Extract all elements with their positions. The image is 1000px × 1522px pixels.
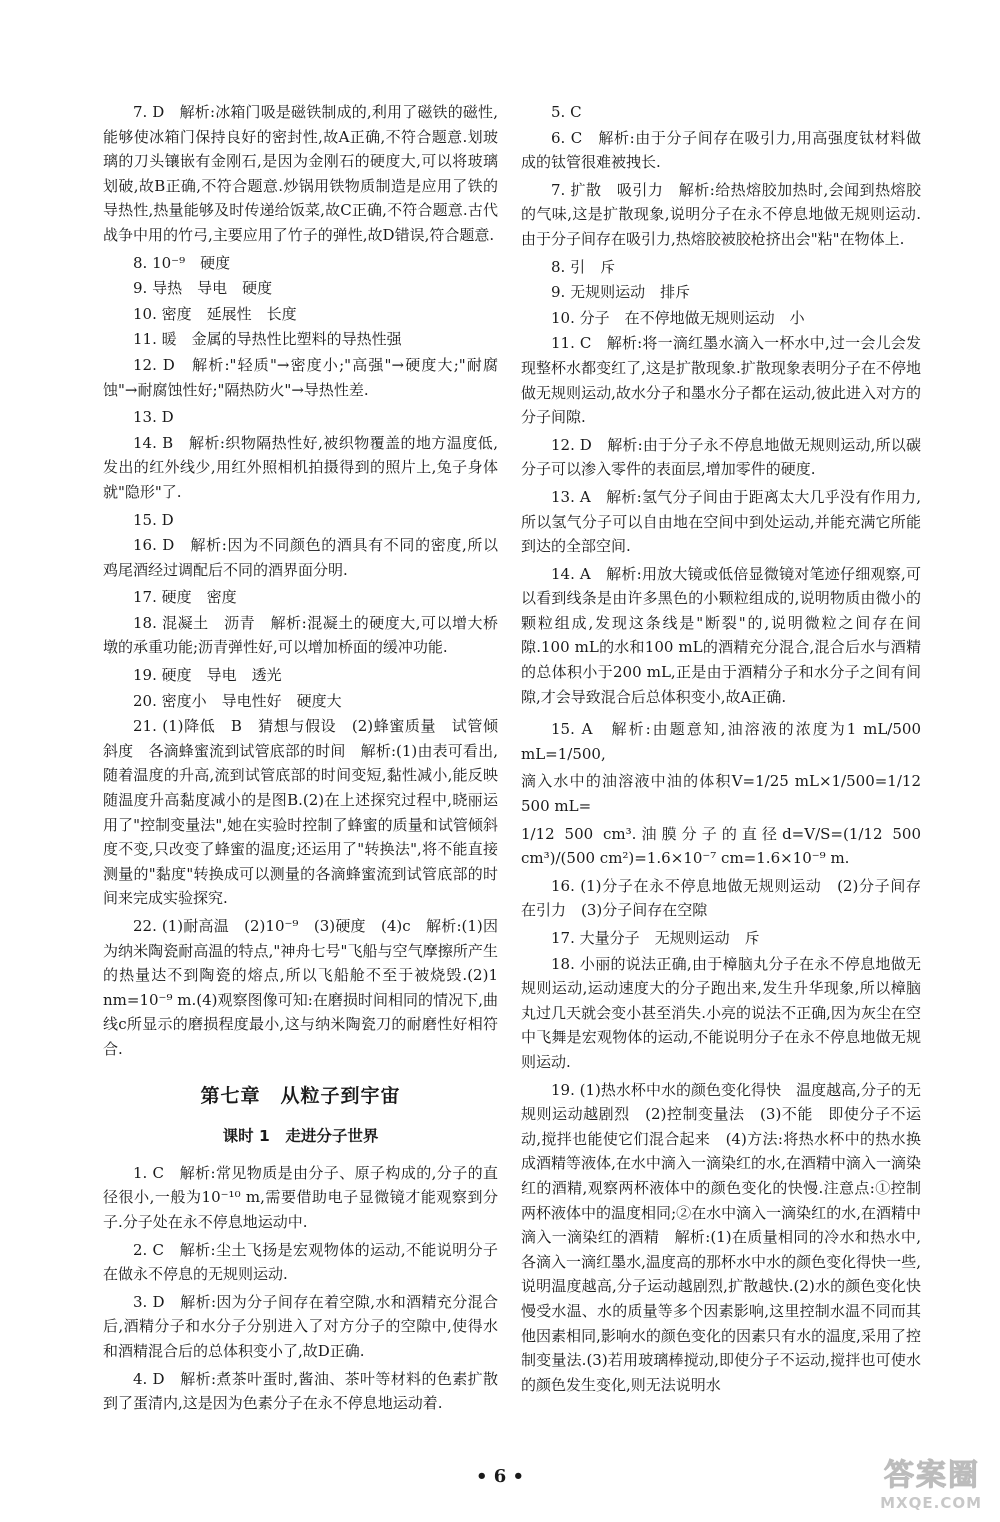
answer-item: 14. B 解析:织物隔热性好,被织物覆盖的地方温度低,发出的红外线少,用红外照相机拍摄得到的照片上,兔子身体就"隐形"了. — [103, 433, 498, 501]
watermark-text: 答案圈 — [884, 1458, 980, 1493]
answer-item: 17. 硬度 密度 — [133, 588, 237, 607]
answer-item: 14. A 解析:用放大镜或低倍显微镜对笔迹仔细观察,可以看到线条是由许多黑色的小颗粒组成的,说明物质由微小的颗粒组成,发现这条线是"断裂"的,说明微粒之间存在间隙.100 mL的水和100 mL的酒精充分混合,混合后水与酒精的总体积小于200 mL,正是由于酒精分子和水分子之间有间隙,才会导致混合后总体积变小,故A正确. — [521, 564, 921, 706]
answer-item: 11. 暖 金属的导热性比塑料的导热性强 — [133, 330, 402, 349]
answer-item: 22. (1)耐高温 (2)10⁻⁹ (3)硬度 (4)c 解析:(1)因为纳米陶瓷耐高温的特点,"神舟七号"飞船与空气摩擦所产生的热量达不到陶瓷的熔点,所以飞船舱不至于被烧毁.(2)1 nm=10⁻⁹ m.(4)观察图像可知:在磨损时间相同的情况下,曲线c所显示的磨损程度最小,这与纳米陶瓷刀的耐磨性好相符合. — [103, 917, 498, 1058]
watermark-logo — [786, 1450, 986, 1512]
answer-item: 18. 小丽的说法正确,由于樟脑丸分子在永不停息地做无规则运动,运动速度大的分子跑出来,发生升华现象,所以樟脑丸过几天就会变小甚至消失.小亮的说法不正确,因为灰尘在空中飞舞是宏观物体的运动,不能说明分子在永不停息地做无规则运动. — [521, 954, 921, 1071]
answer-item: 16. (1)分子在永不停息地做无规则运动 (2)分子间存在引力 (3)分子间存在空隙 — [521, 876, 921, 920]
answer-item: 15. D — [133, 510, 174, 529]
left-column — [103, 100, 498, 1419]
answer-item: 19. (1)热水杯中水的颜色变化得快 温度越高,分子的无规则运动越剧烈 (2)控制变量法 (3)不能 即使分子不运动,搅拌也能使它们混合起来 (4)方法:将热水杯中的热水换成酒精等液体,在水中滴入一滴染红的水,在酒精中滴入一滴染红的酒精,观察两杯液体中的颜色变化的快慢.注意点:①控制两杯液体中的温度相同;②在水中滴入一滴染红的水,在酒精中滴入一滴染红的酒精 解析:(1)在质量相同的冷水和热水中,各滴入一滴红墨水,温度高的那杯水中水的颜色变化得快一些,说明温度越高,分子运动越剧烈,扩散越快.(2)水的颜色变化快慢受水温、水的质量等多个因素影响,这里控制水温不同而其他因素相同,影响水的颜色变化的因素只有水的温度,采用了控制变量法.(3)若用玻璃棒搅动,即使分子不运动,搅拌也可使水的颜色发生变化,则无法说明水 — [521, 1080, 921, 1394]
answer-item: 2. C 解析:尘土飞扬是宏观物体的运动,不能说明分子在做永不停息的无规则运动. — [103, 1240, 498, 1284]
answer-item: 16. D 解析:因为不同颜色的酒具有不同的密度,所以鸡尾酒经过调配后不同的酒界面分明. — [103, 536, 498, 579]
answer-item: 13. D — [133, 408, 174, 427]
answer-item: 8. 10⁻⁹ 硬度 — [133, 253, 231, 272]
answer-item: 12. D 解析:由于分子永不停息地做无规则运动,所以碳分子可以渗入零件的表面层,增加零件的硬度. — [521, 435, 921, 479]
answer-item: 10. 分子 在不停地做无规则运动 小 — [551, 308, 805, 327]
page-number: • 6 • — [475, 1466, 525, 1487]
lesson-title: 课时 1 走进分子世界 — [222, 1127, 379, 1146]
answer-item: 7. D 解析:冰箱门吸是磁铁制成的,利用了磁铁的磁性,能够使冰箱门保持良好的密封性,故A正确,不符合题意.划玻璃的刀头镶嵌有金刚石,是因为金刚石的硬度大,可以将玻璃划破,故B正确,不符合题意.炒锅用铁物质制造是应用了铁的导热性,热量能够及时传递给饭菜,故C正确,不符合题意.古代战争中用的竹弓,主要应用了竹子的弹性,故D错误,符合题意. — [103, 103, 498, 244]
answer-item: 5. C — [551, 103, 582, 121]
answer-item: 4. D 解析:煮茶叶蛋时,酱油、茶叶等材料的色素扩散到了蛋清内,这是因为色素分子在永不停息地运动着. — [103, 1369, 498, 1413]
answer-item: 10. 密度 延展性 长度 — [133, 304, 297, 323]
answer-item: 3. D 解析:因为分子间存在着空隙,水和酒精充分混合后,酒精分子和水分子分别进入了对方分子的空隙中,使得水和酒精混合后的总体积变小了,故D正确. — [103, 1292, 498, 1360]
answer-item: 21. (1)降低 B 猜想与假设 (2)蜂蜜质量 试管倾斜度 各滴蜂蜜流到试管底部的时间 解析:(1)由表可看出,随着温度的升高,流到试管底部的时间变短,黏性减小,能反映随温度升高黏度减小的是图B.(2)在上述探究过程中,晓丽运用了"控制变量法",她在实验时控制了蜂蜜的质量和试管倾斜度不变,只改变了蜂蜜的温度;还运用了"转换法",将不能直接测量的"黏度"转换成可以测量的各滴蜂蜜流到试管底部的时间来完成实验探究. — [103, 717, 498, 908]
answer-item: 13. A 解析:氢气分子间由于距离太大几乎没有作用力,所以氢气分子可以自由地在空间中到处运动,并能充满它所能到达的全部空间. — [521, 487, 921, 556]
answer-item: 12. D 解析:"轻质"→密度小;"高强"→硬度大;"耐腐蚀"→耐腐蚀性好;"隔热防火"→导热性差. — [103, 355, 498, 399]
answer-item: 8. 引 斥 — [551, 257, 616, 276]
chapter-title: 第七章 从粒子到宇宙 — [200, 1084, 401, 1107]
answer-item-formula: 滴入水中的油溶液中油的体积V=1/25 mL×1/500=1/12 500 mL= — [521, 772, 921, 816]
answer-item: 7. 扩散 吸引力 解析:给热熔胶加热时,会闻到热熔胶的气味,这是扩散现象,说明分子在永不停息地做无规则运动.由于分子间存在吸引力,热熔胶被胶枪挤出会"粘"在物体上. — [521, 180, 921, 248]
answer-item: 20. 密度小 导电性好 硬度大 — [133, 691, 342, 710]
answer-item: 19. 硬度 导电 透光 — [133, 666, 282, 685]
answer-item: 9. 无规则运动 排斥 — [551, 283, 691, 302]
answer-item: 1. C 解析:常见物质是由分子、原子构成的,分子的直径很小,一般为10⁻¹⁰ m,需要借助电子显微镜才能观察到分子.分子处在永不停息地运动中. — [103, 1163, 498, 1231]
right-column — [521, 100, 921, 1400]
answer-item: 6. C 解析:由于分子间存在吸引力,用高强度钛材料做成的钛管很难被拽长. — [521, 128, 921, 172]
watermark-url: MXQE.COM — [880, 1494, 982, 1512]
answer-item-formula: 1/12 500 cm³.油膜分子的直径d=V/S=(1/12 500 cm³)/(500 cm²)=1.6×10⁻⁷ cm=1.6×10⁻⁹ m. — [521, 824, 921, 868]
answer-item: 11. C 解析:将一滴红墨水滴入一杯水中,过一会儿会发现整杯水都变红了,这是扩散现象.扩散现象表明分子在不停地做无规则运动,故水分子和墨水分子都在运动,彼此进入对方的分子间隙. — [521, 334, 921, 427]
answer-item-formula: 15. A 解析:由题意知,油溶液的浓度为1 mL/500 mL=1/500, — [521, 720, 921, 763]
answer-item: 9. 导热 导电 硬度 — [133, 279, 273, 298]
answer-item: 18. 混凝土 沥青 解析:混凝土的硬度大,可以增大桥墩的承重功能;沥青弹性好,可以增加桥面的缓冲功能. — [103, 613, 498, 657]
answer-item: 17. 大量分子 无规则运动 斥 — [551, 929, 760, 947]
